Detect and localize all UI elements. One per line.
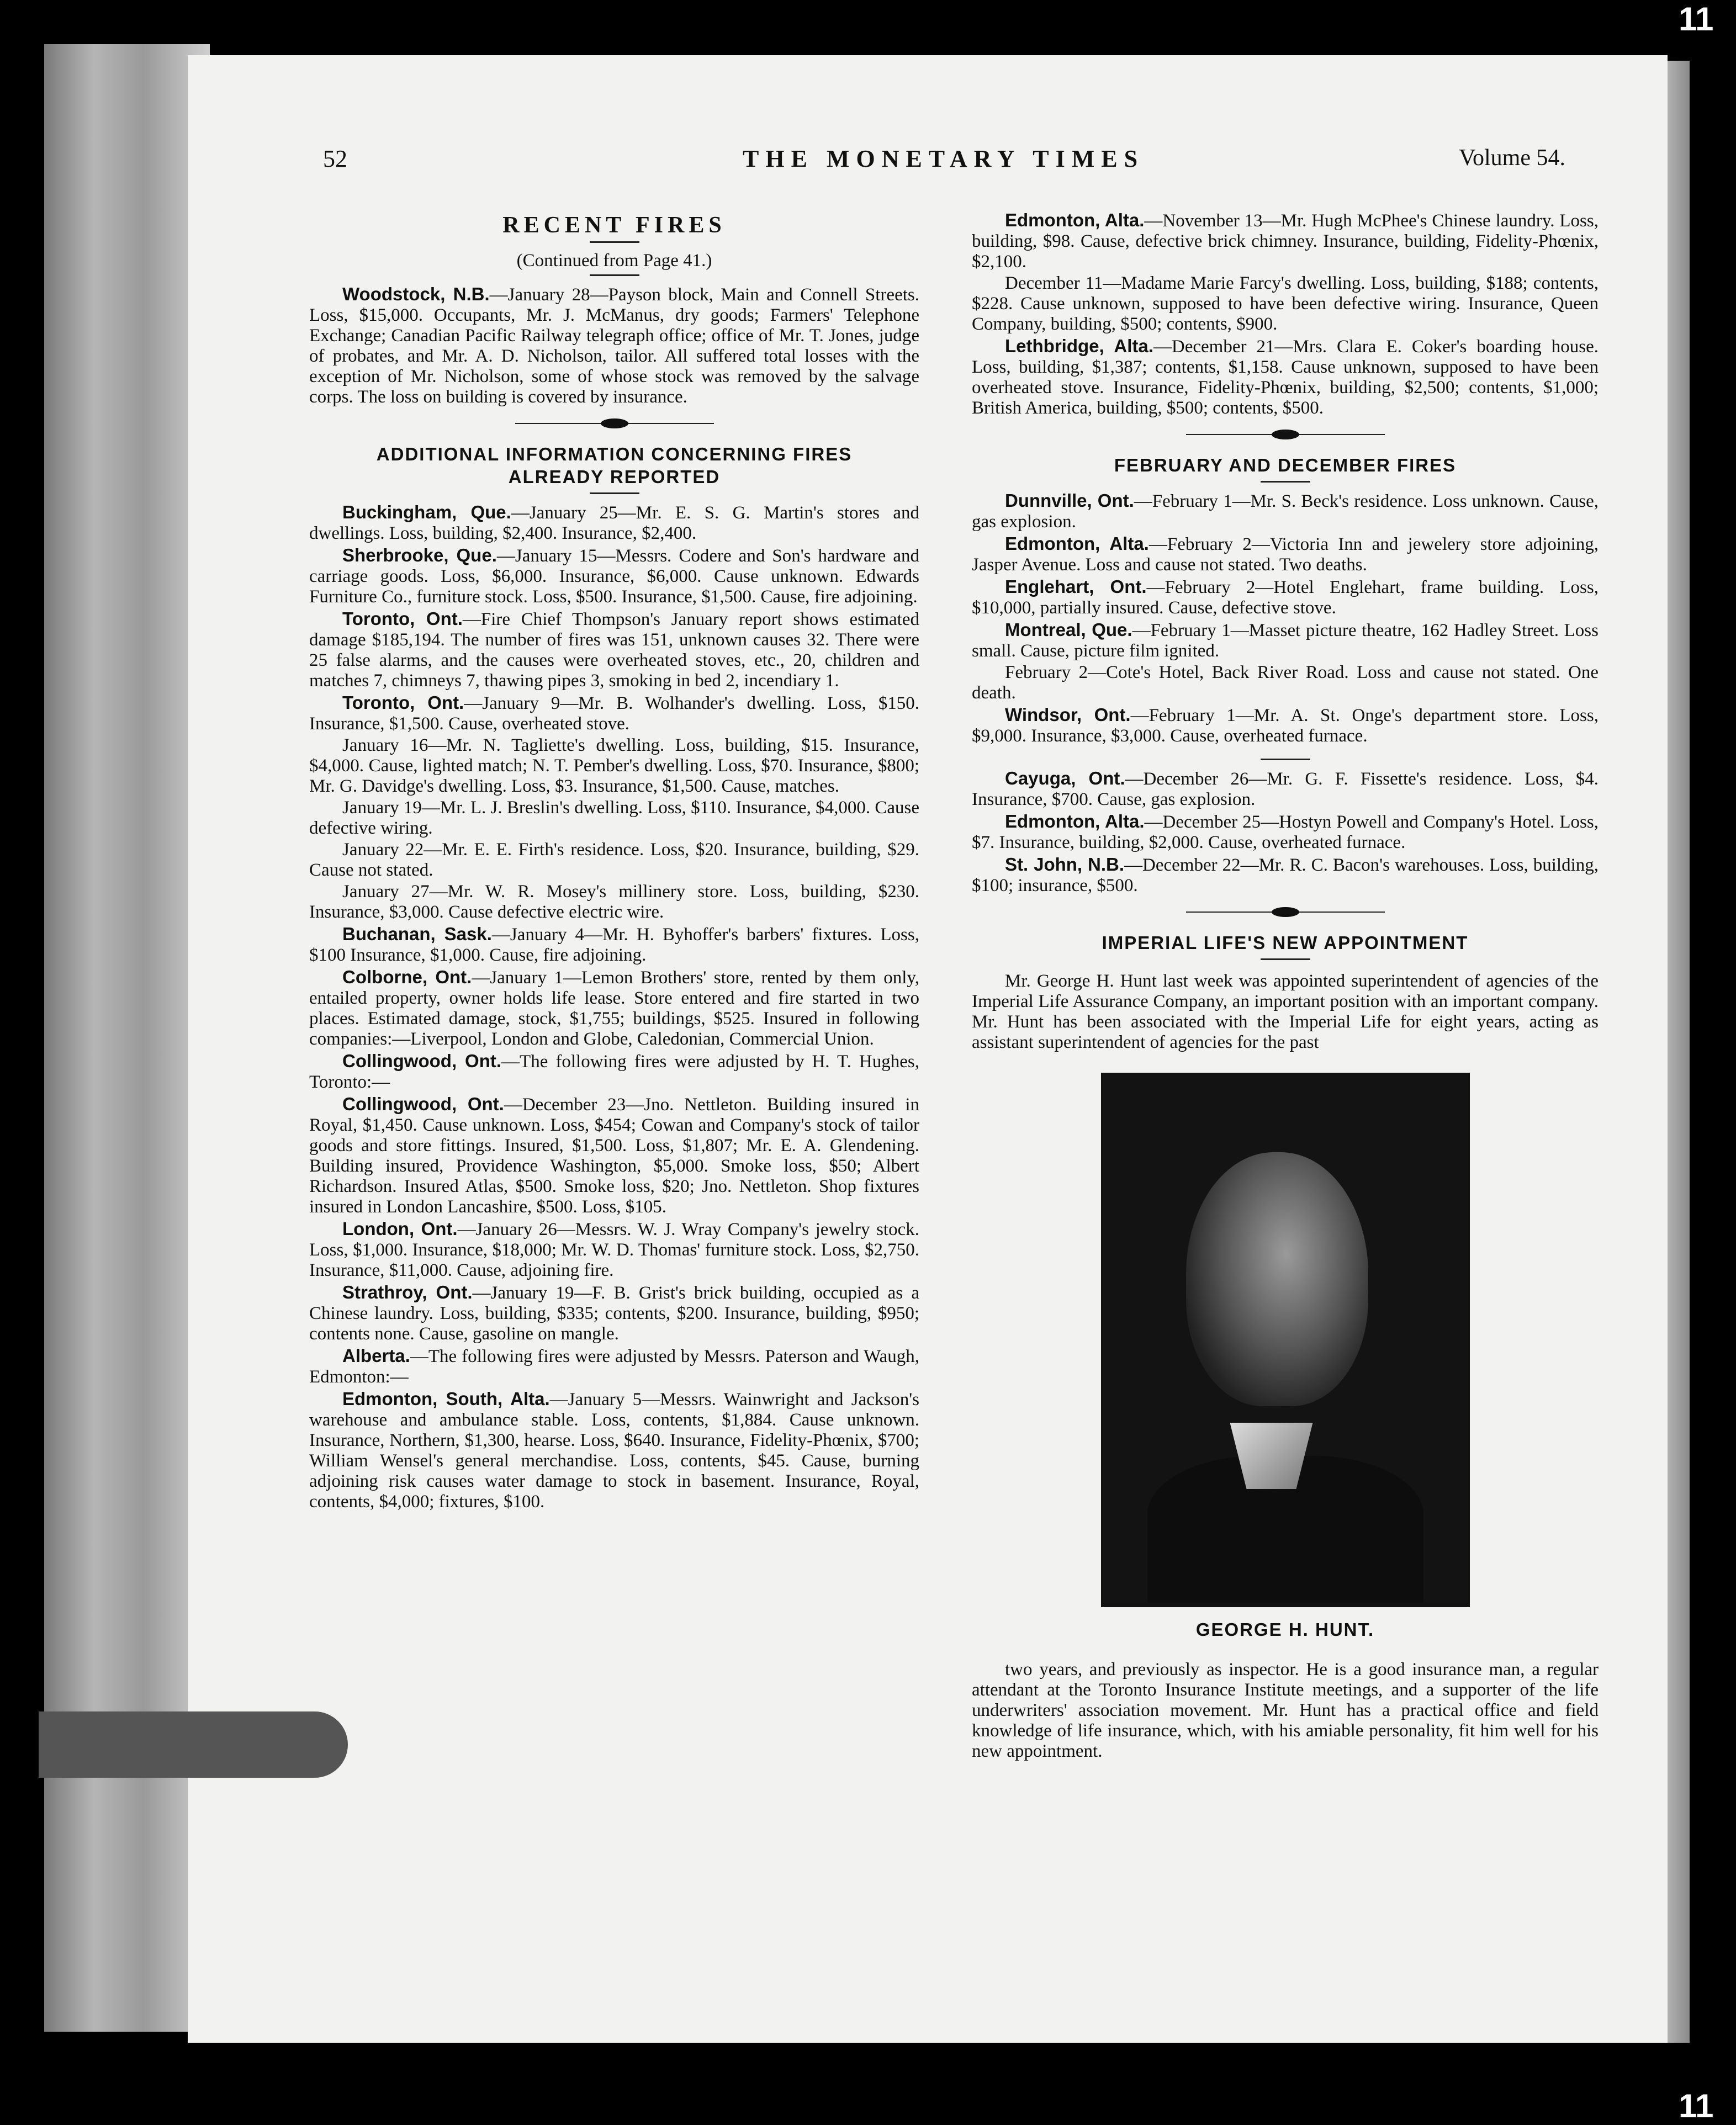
entry-text: —The following fires were adjusted by Messrs. Paterson and Waugh, Edmonton:— bbox=[309, 1347, 919, 1387]
fire-entry bbox=[309, 608, 919, 691]
entry-place: London, Ont. bbox=[342, 1218, 458, 1239]
additional-title-line2: ALREADY REPORTED bbox=[508, 467, 721, 487]
fire-entry bbox=[972, 619, 1599, 661]
entry-place: Colborne, Ont. bbox=[342, 967, 472, 987]
entry-text: January 19—Mr. L. J. Breslin's dwelling. Loss, $110. Insurance, $4,000. Cause defective wiring. bbox=[309, 798, 920, 838]
fire-entry bbox=[309, 840, 919, 881]
fire-entry bbox=[972, 854, 1599, 896]
ornament-divider bbox=[515, 422, 714, 425]
fire-entry bbox=[972, 768, 1599, 810]
entry-place: Windsor, Ont. bbox=[1005, 704, 1131, 725]
entry-place: Toronto, Ont. bbox=[342, 608, 463, 629]
photo-caption: GEORGE H. HUNT. bbox=[1195, 1619, 1375, 1640]
fire-entry bbox=[309, 1282, 919, 1344]
entry-text: —December 21—Mrs. Clara E. Coker's boarding house. Loss, building, $1,387; contents, $1,158. Cause unknown, supposed to have been overheated stove. Insurance, Fidelity-Phœnix, building, $2,500; contents, $1,000; British America, building, $500; contents, $500. bbox=[972, 337, 1599, 418]
portrait-face bbox=[1186, 1152, 1368, 1406]
entry-place: Alberta. bbox=[342, 1345, 410, 1366]
entry-place: Toronto, Ont. bbox=[342, 692, 464, 713]
entry-place: Cayuga, Ont. bbox=[1005, 768, 1125, 788]
entry-text: —Fire Chief Thompson's January report shows estimated damage $185,194. The number of fires was 151, unknown causes 32. There were 25 false alarms, and the causes were overheated stoves, etc., 20, children and matches 7, chimneys 7, thawing pipes 3, smoking in bed 2, incendiary 1. bbox=[309, 610, 919, 691]
entry-place: Sherbrooke, Que. bbox=[342, 545, 497, 565]
entry-text: —February 1—Mr. A. St. Onge's department store. Loss, $9,000. Insurance, $3,000. Cause, overheated furnace. bbox=[972, 706, 1599, 746]
recent-fires-subtitle: (Continued from Page 41.) bbox=[516, 251, 712, 271]
entry-place: St. John, N.B. bbox=[1005, 854, 1124, 875]
entry-place: Collingwood, Ont. bbox=[342, 1094, 504, 1114]
page-clip bbox=[39, 1711, 348, 1778]
entry-place: Lethbridge, Alta. bbox=[1005, 336, 1153, 356]
fire-entry bbox=[972, 210, 1599, 272]
entry-text: —December 23—Jno. Nettleton. Building insured in Royal, $1,450. Cause unknown. Loss, $454; Cowan and Company's stock of tailor goods and store fittings. Insured, $1,500. Loss, $1,807; Mr. E. A. Glendening. Building insured, Providence Washington, $5,000. Smoke loss, $50; Albert Richardson. Insured Atlas, $500. Smoke loss, $20; Jno. Nettleton. Shop fixtures insured in London Lancashire, $500. Loss, $105. bbox=[309, 1095, 919, 1217]
entry-text: —February 1—Masset picture theatre, 162 Hadley Street. Loss small. Cause, picture film ignited. bbox=[972, 621, 1599, 661]
journal-title: THE MONETARY TIMES bbox=[743, 145, 1145, 172]
entry-text: —February 2—Victoria Inn and jewelery store adjoining, Jasper Avenue. Loss and cause not stated. Two deaths. bbox=[972, 534, 1599, 575]
entry-text: —January 25—Mr. E. S. G. Martin's stores and dwellings. Loss, building, $2,400. Insurance, $2,400. bbox=[309, 503, 920, 543]
page-header bbox=[323, 145, 1565, 183]
entry-text: February 2—Cote's Hotel, Back River Road. Loss and cause not stated. One death. bbox=[972, 663, 1599, 703]
right-column bbox=[972, 210, 1599, 1762]
feb-dec-title: FEBRUARY AND DECEMBER FIRES bbox=[1114, 455, 1457, 475]
fire-entry bbox=[972, 336, 1599, 418]
entry-text: January 22—Mr. E. E. Firth's residence. Loss, $20. Insurance, building, $29. Cause not stated. bbox=[309, 840, 919, 880]
entry-place: Dunnville, Ont. bbox=[1005, 490, 1134, 511]
entry-place: Buchanan, Sask. bbox=[342, 924, 492, 944]
divider-rule bbox=[1261, 759, 1310, 760]
fire-entry bbox=[972, 811, 1599, 853]
corner-mark-top: 11 bbox=[1679, 1, 1714, 38]
imperial-title: IMPERIAL LIFE'S NEW APPOINTMENT bbox=[1102, 932, 1469, 953]
entry-text: January 16—Mr. N. Tagliette's dwelling. Loss, building, $15. Insurance, $4,000. Cause, lighted match; N. T. Pember's dwelling. Loss, $70. Insurance, $800; Mr. G. Davidge's dwelling. Loss, $3. Insurance, $1,500. Cause, matches. bbox=[309, 735, 919, 796]
entry-text: —January 28—Payson block, Main and Connell Streets. Loss, $15,000. Occupants, Mr. J. McManus, dry goods; Farmers' Telephone Exchange; Canadian Pacific Railway telegraph office; office of Mr. T. Jones, judge of probates, and Mr. A. D. Nicholson, tailor. All suffered total losses with the exception of Mr. Nicholson, some of whose stock was removed by the salvage corps. The loss on building is covered by insurance. bbox=[309, 285, 919, 407]
left-column bbox=[309, 210, 919, 1513]
fire-entry bbox=[309, 692, 919, 734]
divider-rule bbox=[590, 492, 639, 494]
fire-entry bbox=[309, 1094, 919, 1217]
divider-rule bbox=[590, 241, 639, 243]
divider-rule bbox=[590, 274, 639, 276]
entry-place: Montreal, Que. bbox=[1005, 619, 1132, 640]
fire-entry bbox=[972, 490, 1599, 532]
entry-place: Strathroy, Ont. bbox=[342, 1282, 473, 1302]
entry-place: Edmonton, Alta. bbox=[1005, 533, 1149, 554]
entry-text: —January 1—Lemon Brothers' store, rented by them only, entailed property, owner holds life lease. Store entered and fire started in two places. Estimated damage, stock, $1,755; buildings, $525. Insured in following companies:—Liverpool, London and Globe, Caledonian, Commercial Union. bbox=[309, 968, 919, 1049]
fire-entry bbox=[972, 576, 1599, 618]
entry-text: January 27—Mr. W. R. Mosey's millinery store. Loss, building, $230. Insurance, $3,000. Cause defective electric wire. bbox=[309, 882, 919, 922]
fire-entry bbox=[309, 502, 919, 544]
volume-label: Volume 54. bbox=[1459, 145, 1565, 171]
entry-text: —January 5—Messrs. Wainwright and Jackson's warehouse and ambulance stable. Loss, contents, $1,884. Cause unknown. Insurance, Northern, $1,300, hearse. Loss, $640. Insurance, Fidelity-Phœnix, $700; William Wensel's general merchandise. Loss, contents, $45. Cause, burning adjoining risk causes water damage to stock in basement. Insurance, Royal, contents, $4,000; fixtures, $100. bbox=[309, 1390, 919, 1512]
fire-entry bbox=[309, 735, 919, 797]
fire-entry bbox=[972, 704, 1599, 746]
portrait-photo bbox=[1101, 1073, 1470, 1607]
fire-entry bbox=[309, 967, 919, 1050]
fire-entry bbox=[309, 1345, 919, 1387]
entry-text: December 11—Madame Marie Farcy's dwelling. Loss, building, $188; contents, $228. Cause unknown, supposed to have been defective wiring. Insurance, Queen Company, building, $500; contents, $900. bbox=[972, 273, 1599, 334]
fire-entry bbox=[309, 284, 919, 407]
fire-entry bbox=[309, 924, 919, 966]
recent-fires-title: RECENT FIRES bbox=[502, 213, 726, 238]
entry-text: —January 15—Messrs. Codere and Son's hardware and carriage goods. Loss, $6,000. Insurance, $6,000. Cause unknown. Edwards Furniture Co., furniture stock. Loss, $500. Insurance, $1,500. Cause, fire adjoining. bbox=[309, 546, 919, 607]
fire-entry bbox=[309, 1051, 919, 1093]
additional-title-line1: ADDITIONAL INFORMATION CONCERNING FIRES bbox=[376, 444, 853, 464]
fire-entry bbox=[309, 1218, 919, 1281]
entry-text: —November 13—Mr. Hugh McPhee's Chinese laundry. Loss, building, $98. Cause, defective brick chimney. Insurance, building, Fidelity-Phœnix, $2,100. bbox=[972, 211, 1599, 272]
fire-entry bbox=[309, 798, 919, 839]
entry-text: —January 9—Mr. B. Wolhander's dwelling. Loss, $150. Insurance, $1,500. Cause, overheated stove. bbox=[309, 693, 919, 734]
entry-text: —January 19—F. B. Grist's brick building, occupied as a Chinese laundry. Loss, building, $335; contents, $200. Insurance, building, $950; contents none. Cause, gasoline on mangle. bbox=[309, 1283, 919, 1344]
entry-place: Woodstock, N.B. bbox=[342, 284, 490, 304]
page-number: 52 bbox=[323, 145, 347, 172]
entry-place: Englehart, Ont. bbox=[1005, 576, 1147, 597]
fire-entry bbox=[972, 533, 1599, 575]
fire-entry bbox=[309, 1389, 919, 1512]
entry-place: Edmonton, Alta. bbox=[1005, 210, 1145, 230]
ornament-divider bbox=[1186, 910, 1385, 914]
entry-place: Collingwood, Ont. bbox=[342, 1051, 502, 1071]
fire-entry bbox=[309, 545, 919, 607]
entry-place: Edmonton, South, Alta. bbox=[342, 1389, 550, 1409]
entry-text: —December 22—Mr. R. C. Bacon's warehouses. Loss, building, $100; insurance, $500. bbox=[972, 855, 1599, 895]
entry-text: —December 26—Mr. G. F. Fissette's residence. Loss, $4. Insurance, $700. Cause, gas explosion. bbox=[972, 769, 1599, 809]
divider-rule bbox=[1261, 958, 1310, 960]
corner-mark-bottom: 11 bbox=[1679, 2087, 1714, 2124]
divider-rule bbox=[1261, 481, 1310, 483]
entry-text: —The following fires were adjusted by H. T. Hughes, Toronto:— bbox=[309, 1052, 919, 1092]
entry-place: Buckingham, Que. bbox=[342, 502, 511, 522]
entry-place: Edmonton, Alta. bbox=[1005, 811, 1145, 831]
entry-text: —January 4—Mr. H. Byhoffer's barbers' fixtures. Loss, $100 Insurance, $1,000. Cause, fire adjoining. bbox=[309, 925, 919, 965]
entry-text: —February 2—Hotel Englehart, frame building. Loss, $10,000, partially insured. Cause, defective stove. bbox=[972, 577, 1599, 618]
fire-entry bbox=[972, 663, 1599, 703]
fire-entry bbox=[309, 882, 919, 923]
fire-entry bbox=[972, 273, 1599, 335]
entry-text: —January 26—Messrs. W. J. Wray Company's jewelry stock. Loss, $1,000. Insurance, $18,000; Mr. W. D. Thomas' furniture stock. Loss, $2,750. Insurance, $11,000. Cause, adjoining fire. bbox=[309, 1220, 919, 1280]
imperial-paragraph-1: Mr. George H. Hunt last week was appointed superintendent of agencies of the Imperial Life Assurance Company, an important position with an important company. Mr. Hunt has been associated with the Imperial Life for eight years, acting as assistant superintendent of agencies for the past bbox=[972, 971, 1599, 1052]
entry-text: —February 1—Mr. S. Beck's residence. Loss unknown. Cause, gas explosion. bbox=[972, 491, 1599, 532]
imperial-paragraph-2: two years, and previously as inspector. He is a good insurance man, a regular attendant at the Toronto Insurance Institute meetings, and a supporter of the life underwriters' association movement. Mr. Hunt has a practical office and field knowledge of life insurance, which, with his amiable personality, fit him well for his new appointment. bbox=[972, 1660, 1599, 1761]
entry-text: —December 25—Hostyn Powell and Company's Hotel. Loss, $7. Insurance, building, $2,000. Cause, overheated furnace. bbox=[972, 812, 1599, 852]
ornament-divider bbox=[1186, 433, 1385, 436]
